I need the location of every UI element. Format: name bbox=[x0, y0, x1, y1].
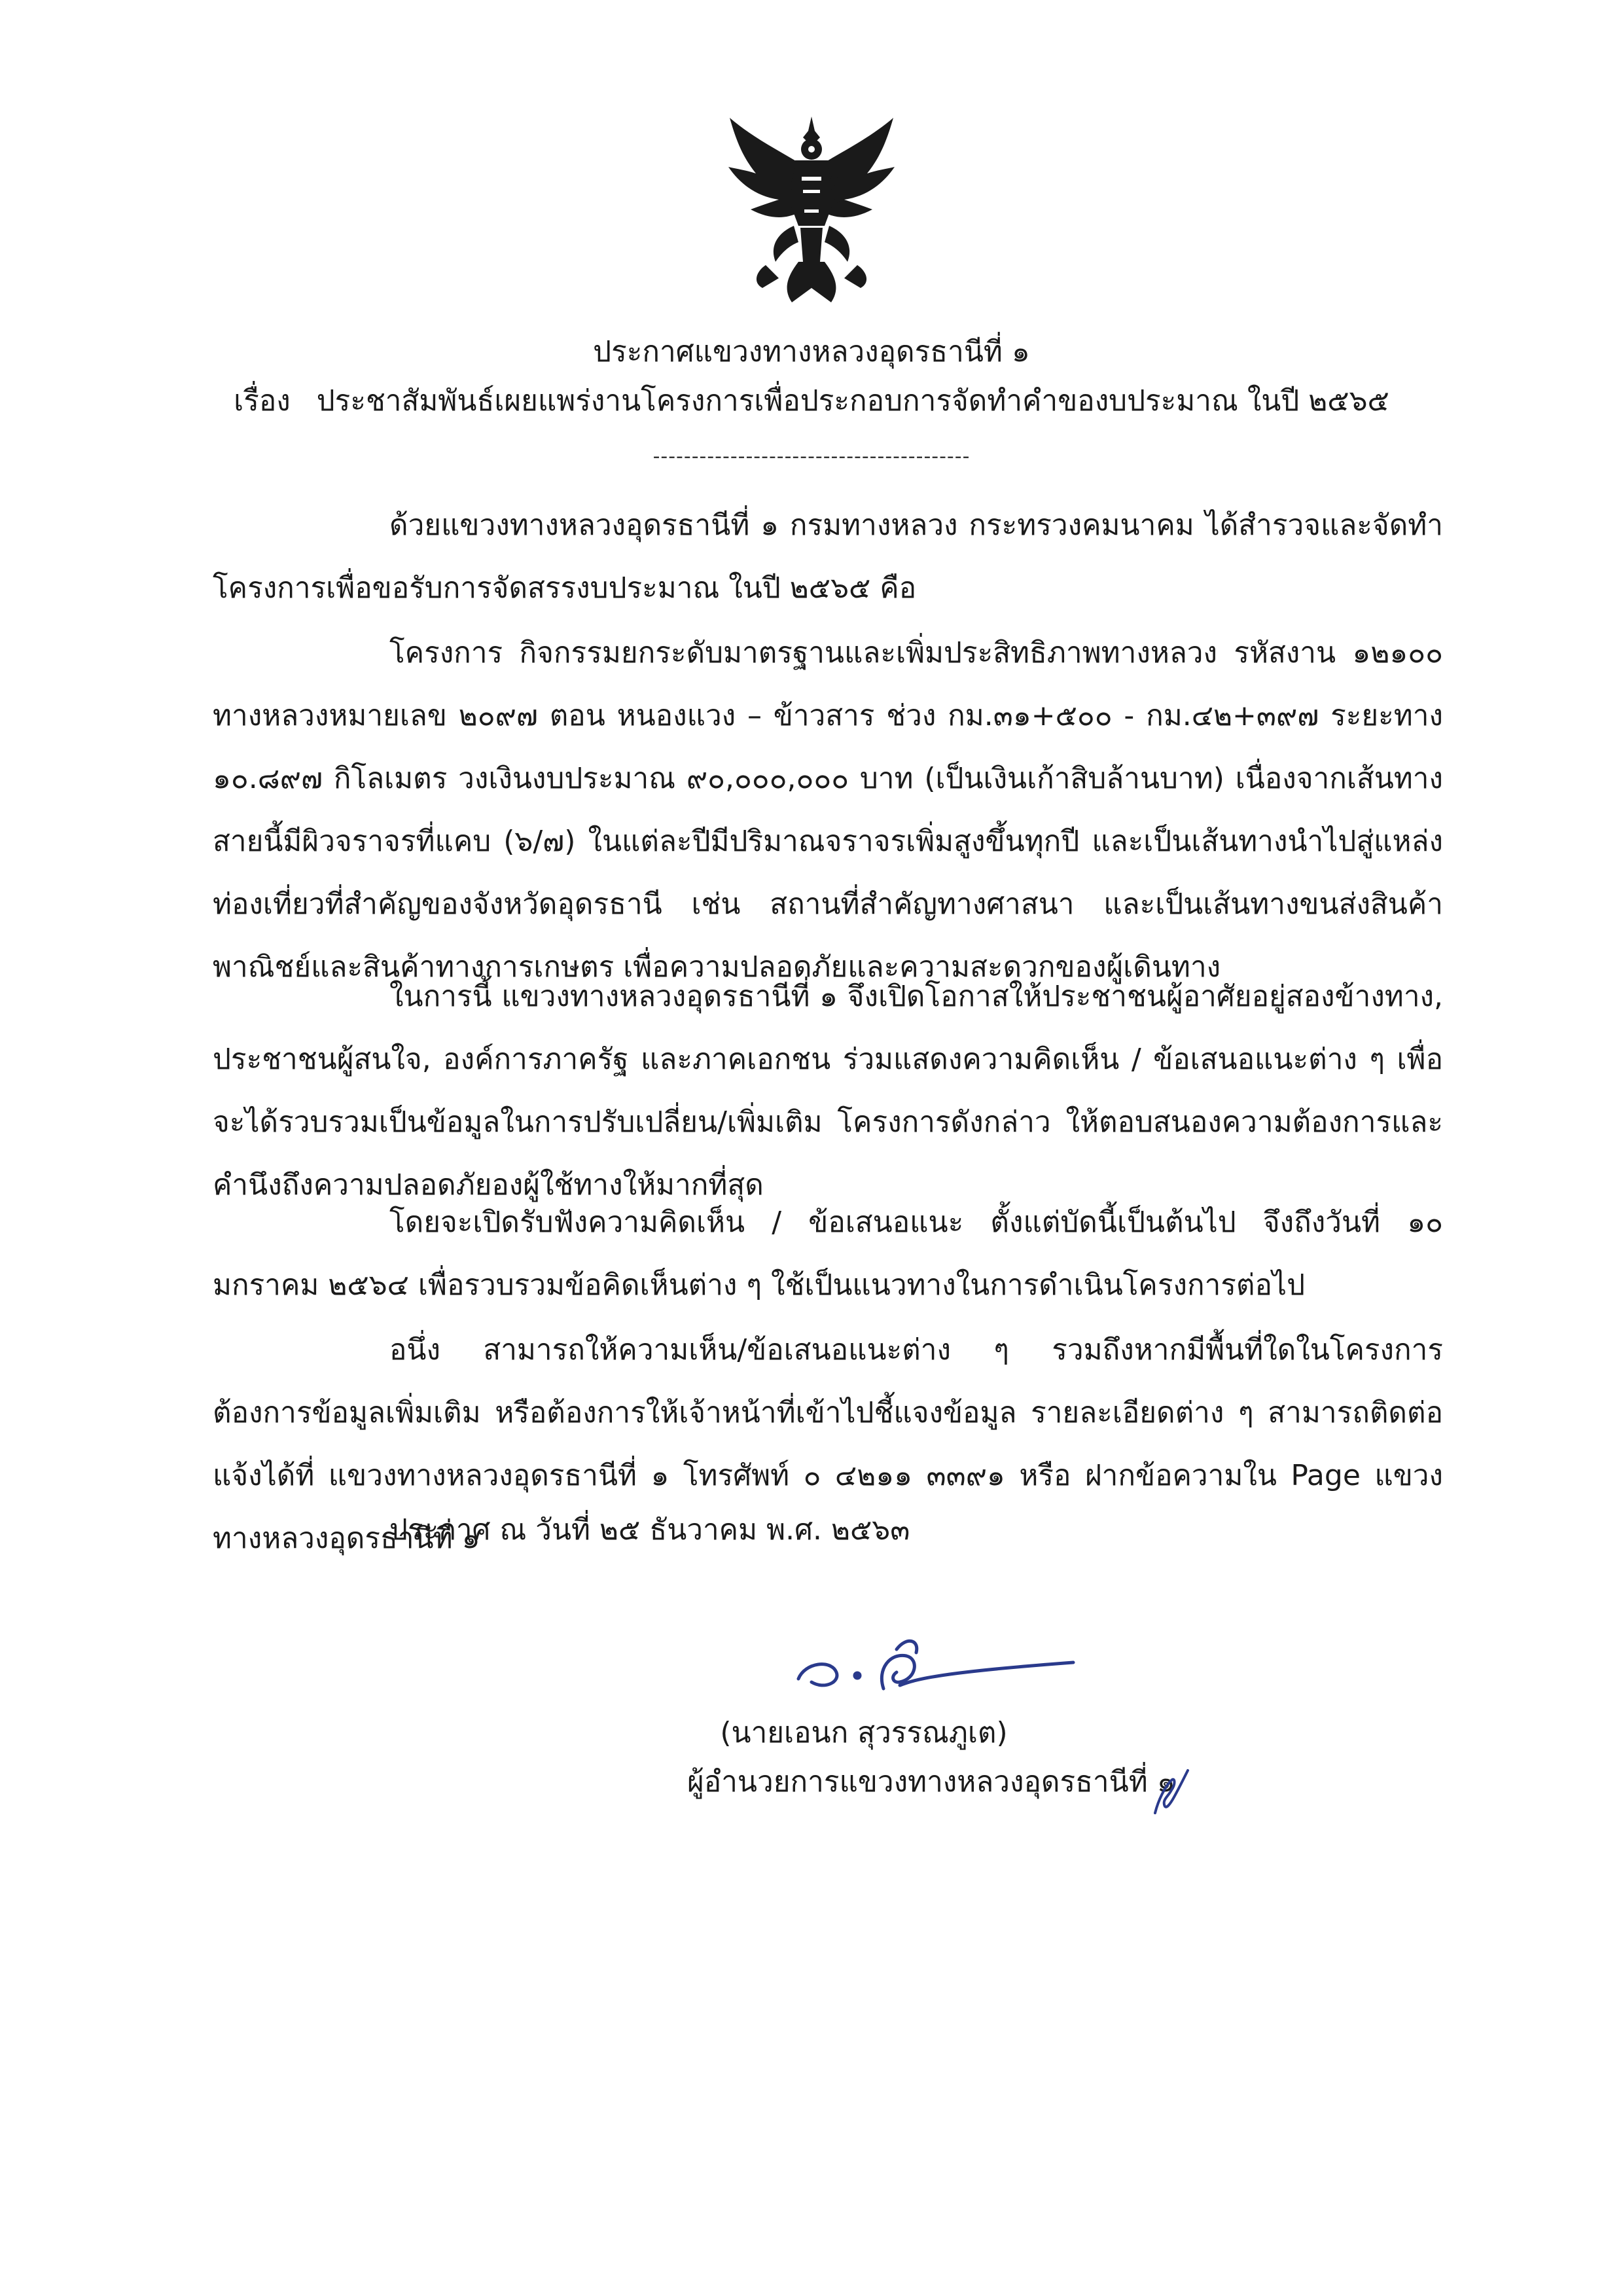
document-title: ประกาศแขวงทางหลวงอุดรธานีที่ ๑ bbox=[593, 335, 1030, 368]
subject-label: เรื่อง bbox=[234, 384, 291, 418]
garuda-emblem-icon bbox=[717, 111, 906, 308]
paragraph-project: โครงการ กิจกรรมยกระดับมาตรฐานและเพิ่มประสิทธิภาพทางหลวง รหัสงาน ๑๒๑๐๐ ทางหลวงหมายเลข ๒๐๙๗ ตอน หนองแวง – ข้าวสาร ช่วง กม.๓๑+๕๐๐ - กม.๔๒+๓๙๗ ระยะทาง ๑๐.๘๙๗ กิโลเมตร วงเงินงบประมาณ ๙๐,๐๐๐,๐๐๐ บาท (เป็นเงินเก้าสิบล้านบาท) เนื่องจากเส้นทางสายนี้มีผิวจราจรที่แคบ (๖/๗) ในแต่ละปีมีปริมาณจราจรเพิ่มสูงขึ้นทุกปี และเป็นเส้นทางนำไปสู่แหล่งท่องเที่ยวที่สำคัญของจังหวัดอุดรธานี เช่น สถานที่สำคัญทางศาสนา และเป็นเส้นทางขนส่งสินค้าพาณิชย์และสินค้าทางการเกษตร เพื่อความปลอดภัยและความสะดวกของผู้เดินทาง bbox=[213, 636, 1443, 984]
document-subject bbox=[0, 383, 1623, 420]
title-divider: ----------------------------------------- bbox=[652, 445, 971, 468]
paragraph-intro: ด้วยแขวงทางหลวงอุดรธานีที่ ๑ กรมทางหลวง กระทรวงคมนาคม ได้สำรวจและจัดทำโครงการเพื่อขอรับการจัดสรรงบประมาณ ในปี ๒๕๖๕ คือ bbox=[213, 509, 1443, 605]
announcement-date: ประกาศ ณ วันที่ ๒๕ ธันวาคม พ.ศ. ๒๕๖๓ bbox=[389, 1513, 910, 1547]
signer-name: (นายเอนก สุวรรณภูเต) bbox=[720, 1716, 1008, 1749]
signer-title: ผู้อำนวยการแขวงทางหลวงอุดรธานีที่ ๑ bbox=[687, 1765, 1175, 1799]
paragraph-deadline: โดยจะเปิดรับฟังความคิดเห็น / ข้อเสนอแนะ ตั้งแต่บัดนี้เป็นต้นไป จึงถึงวันที่ ๑๐ มกราคม ๒๕๖๔ เพื่อรวบรวมข้อคิดเห็นต่าง ๆ ใช้เป็นแนวทางในการดำเนินโครงการต่อไป bbox=[213, 1206, 1443, 1302]
paragraph-invitation: ในการนี้ แขวงทางหลวงอุดรธานีที่ ๑ จึงเปิดโอกาสให้ประชาชนผู้อาศัยอยู่สองข้างทาง, ประชาชนผู้สนใจ, องค์การภาครัฐ และภาคเอกชน ร่วมแสดงความคิดเห็น / ข้อเสนอแนะต่าง ๆ เพื่อจะได้รวบรวมเป็นข้อมูลในการปรับเปลี่ยน/เพิ่มเติม โครงการดังกล่าว ให้ตอบสนองความต้องการและคำนึงถึงความปลอดภัยองผู้ใช้ทางให้มากที่สุด bbox=[213, 980, 1443, 1202]
handwritten-signature bbox=[785, 1617, 1086, 1715]
handwritten-initial bbox=[1142, 1761, 1194, 1820]
subject-text: ประชาสัมพันธ์เผยแพร่งานโครงการเพื่อประกอบการจัดทำคำของบประมาณ ในปี ๒๕๖๕ bbox=[316, 384, 1389, 418]
paragraph-contact: อนึ่ง สามารถให้ความเห็น/ข้อเสนอแนะต่าง ๆ รวมถึงหากมีพื้นที่ใดในโครงการ ต้องการข้อมูลเพิ่มเติม หรือต้องการให้เจ้าหน้าที่เข้าไปชี้แจงข้อมูล รายละเอียดต่าง ๆ สามารถติดต่อแจ้งได้ที่ แขวงทางหลวงอุดรธานีที่ ๑ โทรศัพท์ ๐ ๔๒๑๑ ๓๓๙๑ หรือ ฝากข้อความใน Page แขวงทางหลวงอุดรธานีที่ ๑ bbox=[213, 1333, 1443, 1555]
